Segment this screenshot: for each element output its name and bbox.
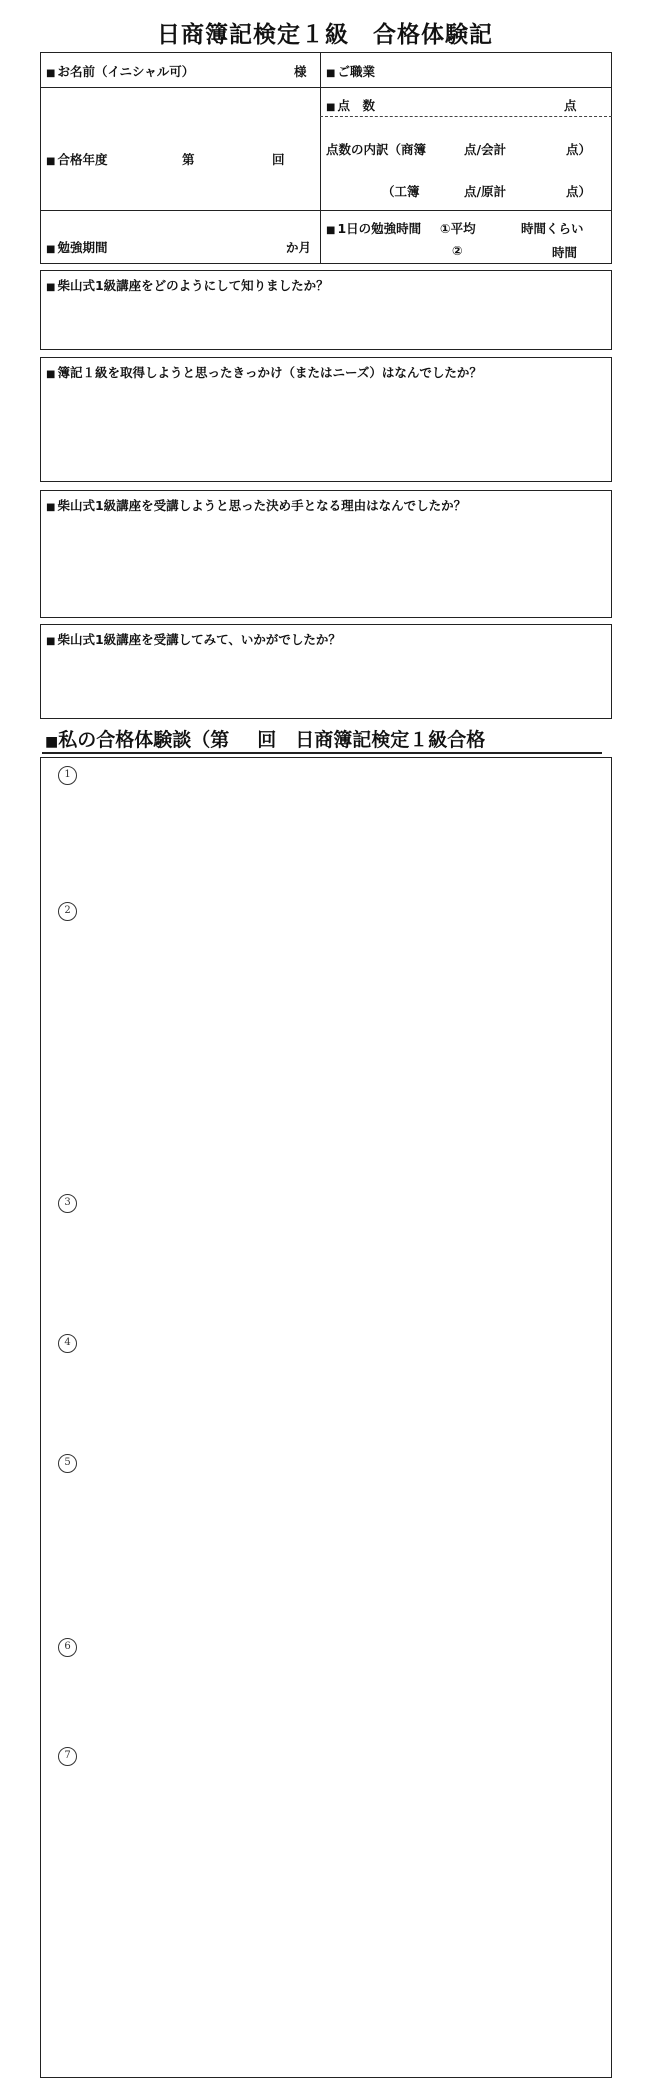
story-title: ■私の合格体験談（第 回 日商簿記検定１級合格: [45, 729, 486, 751]
q3-label: ■ 柴山式1級講座を受講しようと思った決め手となる理由はなんでしたか？: [46, 498, 467, 513]
daily-avg-label: ①平均: [440, 221, 476, 236]
breakdown-close-2: 点）: [566, 184, 592, 199]
breakdown-unit-1: 点/会計: [464, 142, 507, 157]
paragraph-number: 6: [58, 1638, 77, 1657]
year-suffix: 回: [272, 152, 285, 167]
name-label: ■ お名前（イニシャル可）: [46, 64, 195, 79]
paragraph-number: 5: [58, 1454, 77, 1473]
score-divider: [320, 116, 612, 117]
daily-2-unit: 時間: [552, 245, 578, 260]
breakdown-unit-2: 点/原計: [464, 184, 507, 199]
breakdown-label-1: 点数の内訳（商簿: [326, 142, 427, 157]
name-suffix: 様: [294, 64, 307, 79]
daily-avg-unit: 時間くらい: [521, 221, 584, 236]
paragraph-number: 7: [58, 1747, 77, 1766]
story-box: [40, 757, 612, 2078]
year-label: ■ 合格年度: [46, 152, 108, 167]
q4-label: ■ 柴山式1級講座を受講してみて、いかがでしたか？: [46, 632, 341, 647]
daily-2-label: ②: [452, 243, 463, 258]
paragraph-number: 4: [58, 1334, 77, 1353]
info-divider-h2: [40, 210, 612, 211]
breakdown-label-2: （工簿: [382, 184, 420, 199]
form-title: 日商簿記検定１級 合格体験記: [157, 22, 493, 48]
daily-label: ■ 1日の勉強時間: [326, 221, 422, 236]
year-prefix: 第: [182, 152, 195, 167]
paragraph-number: 3: [58, 1194, 77, 1213]
paragraph-number: 1: [58, 766, 77, 785]
score-label: ■ 点 数: [326, 98, 375, 113]
q2-label: ■ 簿記１級を取得しようと思ったきっかけ（またはニーズ）はなんでしたか？: [46, 365, 482, 380]
breakdown-close-1: 点）: [566, 142, 592, 157]
paragraph-number: 2: [58, 902, 77, 921]
period-unit: か月: [286, 240, 312, 255]
period-label: ■ 勉強期間: [46, 240, 108, 255]
score-unit: 点: [564, 98, 577, 113]
info-divider-vertical: [320, 52, 321, 264]
info-divider-h1: [40, 87, 612, 88]
occupation-label: ■ ご職業: [326, 64, 375, 79]
q1-label: ■ 柴山式1級講座をどのようにして知りましたか？: [46, 278, 329, 293]
story-title-underline: [42, 752, 602, 754]
